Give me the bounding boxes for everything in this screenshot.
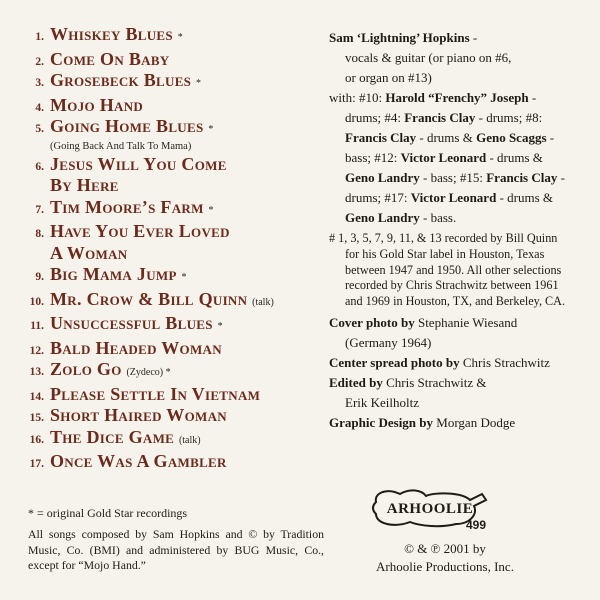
track-number: 6. (35, 160, 44, 173)
track-item (28, 197, 328, 222)
copyright-line-2: Arhoolie Productions, Inc. (376, 559, 514, 574)
track-number: 5. (35, 123, 44, 135)
track-title: Once Was A Gambler (50, 451, 227, 471)
musicians-credit: with: #10: Harold “Frenchy” Joseph - drums; #4: Francis Clay - drums; #8: Francis Clay - drums & Geno Scaggs - bass; #12: Victor Leonard - drums & Geno Landry - bass; #15: Francis Clay - drums; #17: Victor Leonard - drums & Geno Landry - bass. (329, 90, 565, 225)
track-number: 13. (29, 366, 44, 378)
track-note: * (208, 204, 214, 216)
track-number: 14. (29, 390, 44, 403)
track-title: Have You Ever Loved (50, 221, 230, 241)
track-note: * (196, 78, 202, 89)
track-item (28, 70, 328, 95)
catalog-number: 499 (465, 518, 487, 532)
arhoolie-logo (370, 484, 490, 536)
track-number: 2. (35, 55, 44, 68)
track-title: Going Home Blues * (50, 116, 214, 136)
design-credit: Graphic Design by Morgan Dodge (329, 414, 516, 430)
track-number: 11. (30, 320, 44, 332)
track-item (28, 359, 328, 384)
track-item (28, 154, 328, 197)
track-title: Zolo Go (Zydeco) * (50, 359, 171, 379)
track-number: 17. (29, 458, 44, 470)
track-title: Come On Baby (50, 48, 170, 69)
track-item (28, 24, 328, 49)
track-item (28, 289, 328, 314)
track-number: 3. (35, 77, 44, 89)
track-item (28, 116, 328, 154)
guitar-logo-icon (370, 484, 490, 536)
track-item (28, 95, 328, 117)
track-number: 8. (35, 228, 44, 240)
track-title: Whiskey Blues * (50, 24, 183, 44)
rights-note: All songs composed by Sam Hopkins and © by Tradition Music, Co. (BMI) and administered by BUG Music, Co., except for “Mojo Hand.” (28, 527, 324, 572)
track-title: Jesus Will You Come (50, 153, 227, 174)
track-item (28, 49, 328, 71)
track-number: 7. (35, 203, 44, 216)
track-title: Grosebeck Blues * (50, 70, 202, 90)
track-item (28, 427, 328, 452)
track-note: (talk) (252, 296, 274, 308)
track-item (28, 264, 328, 289)
artist-credit: Sam ‘Lightning’ Hopkins - (329, 30, 478, 45)
track-title: Unsuccessful Blues * (50, 313, 223, 333)
track-title: Short Haired Woman (50, 405, 227, 425)
track-title-continued: A Woman (50, 242, 128, 263)
track-note: * (217, 321, 223, 332)
track-note: (Zydeco) * (126, 367, 171, 378)
copyright (330, 540, 560, 576)
edited-credit: Edited by Chris Strachwitz & (329, 374, 487, 390)
track-item (28, 451, 328, 473)
recording-note: # 1, 3, 5, 7, 9, 11, & 13 recorded by Bill Quinn for his Gold Star label in Houston, Texas between 1947 and 1950. All other selections recorded by Chris Strachwitz between 1961 and 1969 in Houston, TX, and Berkeley, CA. (329, 231, 566, 309)
track-title: Tim Moore’s Farm * (50, 196, 214, 217)
edited-credit-line-2: Erik Keilholtz (345, 394, 420, 410)
track-item (28, 384, 328, 406)
gold-star-footnote: * = original Gold Star recordings (28, 506, 188, 520)
cover-photo-credit: Cover photo by Stephanie Wiesand (329, 314, 518, 330)
credits-block (329, 28, 574, 433)
track-title-continued: By Here (50, 175, 119, 195)
track-title: Mr. Crow & Bill Quinn (talk) (50, 288, 274, 309)
track-number: 1. (35, 31, 44, 43)
track-number: 16. (29, 433, 44, 446)
track-number: 12. (29, 344, 44, 357)
track-title: Mojo Hand (50, 94, 144, 115)
artist-role-line-1: vocals & guitar (or piano on #6, (345, 50, 512, 65)
track-number: 15. (29, 412, 44, 424)
logo-text: ARHOOLIE (386, 501, 474, 517)
track-title: The Dice Game (talk) (50, 426, 201, 447)
track-number: 10. (29, 295, 44, 308)
track-title: Please Settle In Vietnam (50, 383, 261, 404)
cover-photo-detail: (Germany 1964) (345, 334, 432, 350)
track-number: 4. (35, 101, 44, 114)
track-note: * (177, 32, 183, 43)
track-item (28, 313, 328, 338)
track-title: Bald Headed Woman (50, 337, 222, 358)
track-note: * (208, 124, 214, 135)
track-item (28, 405, 328, 427)
artist-role-line-2: or organ on #13) (345, 70, 432, 85)
track-title: Big Mama Jump * (50, 264, 187, 284)
artist-name: Sam ‘Lightning’ Hopkins (329, 30, 470, 45)
track-note: (talk) (178, 434, 201, 446)
track-item (28, 338, 328, 360)
track-note: * (181, 272, 187, 283)
spread-photo-credit: Center spread photo by Chris Strachwitz (329, 354, 550, 370)
track-list (28, 24, 328, 473)
track-subtitle: (Going Back And Talk To Mama) (50, 140, 192, 152)
track-number: 9. (35, 271, 44, 283)
track-item (28, 221, 328, 264)
copyright-line-1: © & ℗ 2001 by (404, 541, 486, 556)
